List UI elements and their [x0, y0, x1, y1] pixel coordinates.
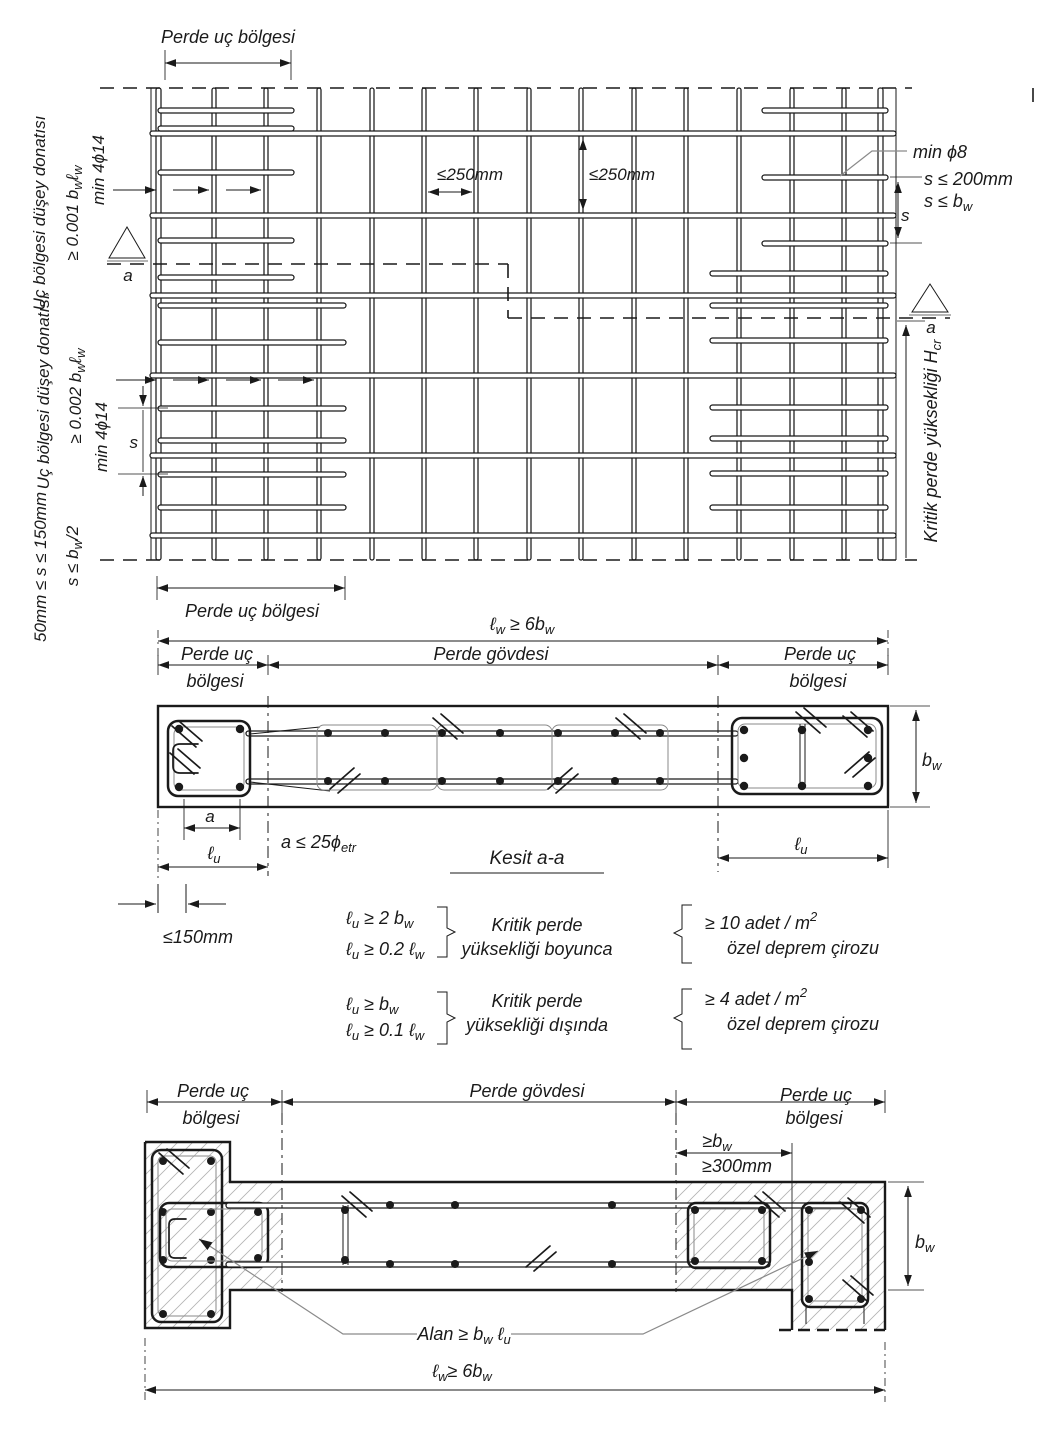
rule1-where1: Kritik perde: [491, 915, 583, 935]
flange-dim-label1: $\ge b_w$: [702, 1131, 732, 1154]
dim-lu-right: [718, 810, 888, 868]
dim-250-vertical: [583, 139, 655, 210]
flanged-zone-left-line1: Perde uç: [176, 1081, 250, 1101]
dim-a: [184, 799, 240, 840]
lu-left-label: ℓ$_u$: [207, 843, 221, 866]
rule2-formula1: ℓ$_u$ ≥ $b_w$: [346, 994, 399, 1017]
top-end-zone-label: Perde uç bölgesi: [160, 27, 296, 47]
bw-label-section: $b_w$: [922, 750, 942, 773]
flange-dim-label2: ≥300mm: [702, 1156, 772, 1176]
vertical-rebar-grid: [151, 88, 896, 560]
dim-250-v-label: ≤250mm: [589, 165, 656, 184]
rule2-req2: özel deprem çirozu: [727, 1014, 880, 1034]
note-lower-line1: Uç bölgesi düşey donatısı: [34, 294, 53, 490]
flanged-zone-left-line2: bölgesi: [182, 1108, 240, 1128]
section-letter-a-right: a: [926, 318, 936, 337]
zone-left-line2: bölgesi: [186, 671, 244, 691]
bottom-end-zone-dimension: [157, 576, 345, 621]
section-letter-a-left: a: [123, 266, 133, 285]
s-dimension-right: [890, 169, 1013, 243]
note-lower-line2: ≥ 0.002 $b_w\ell_w$: [66, 348, 88, 444]
note-lower-end-zone: [34, 295, 314, 490]
flanged-web-label: Perde gövdesi: [469, 1081, 585, 1101]
area-rule-label: Alan ≥ $b_w$ ℓ$_u$: [417, 1324, 511, 1347]
flanged-zone-dimensions: [147, 1081, 885, 1128]
wall-elevation: [30, 27, 1033, 642]
section-rebar: [168, 708, 882, 796]
s-rule1-label: s ≤ 200mm: [924, 169, 1013, 189]
zone-right-line2: bölgesi: [789, 671, 847, 691]
flanged-lw-label: ℓ$_w$≥ $6b_w$: [432, 1361, 492, 1384]
lw-dim-label: ℓ$_w$ ≥ $6b_w$: [489, 614, 555, 637]
min-phi8-label: min ϕ8: [913, 142, 968, 162]
dim-bw-section: [890, 706, 943, 807]
rule-outside-critical-height: [345, 985, 879, 1049]
a-dim-label: a: [205, 807, 215, 826]
flanged-zone-right-line1: Perde uç: [779, 1085, 853, 1105]
bottom-end-zone-label: Perde uç bölgesi: [184, 601, 320, 621]
section-a-a: [118, 614, 943, 947]
zone-dimensions: [158, 644, 888, 691]
rule1-formula1: ℓ$_u$ ≥ 2 $b_w$: [346, 908, 414, 931]
dim-bw-flanged: [888, 1182, 936, 1290]
flanged-wall-section: [145, 1081, 936, 1402]
rule1-where2: yüksekliği boyunca: [461, 939, 613, 959]
section-marker-a-left: [107, 227, 148, 285]
section-title: [450, 848, 604, 873]
s-label-left: s: [129, 433, 138, 452]
lu-right-label: ℓ$_u$: [794, 834, 808, 857]
flanged-overall-length-dimension: [145, 1338, 885, 1402]
rule2-formula2: ℓ$_u$ ≥ 0.1 ℓ$_w$: [346, 1020, 425, 1043]
top-end-zone-dimension: [161, 27, 296, 80]
section-marker-a-right: [909, 284, 951, 337]
web-zone-label: Perde gövdesi: [433, 644, 549, 664]
note-upper-line3: min 4ϕ14: [89, 135, 108, 205]
rule2-where1: Kritik perde: [491, 991, 583, 1011]
dim-250-h-label: ≤250mm: [436, 165, 504, 184]
rule1-req1: ≥ 10 adet / $m^2$: [705, 909, 818, 933]
rule1-formula2: ℓ$_u$ ≥ 0.2 ℓ$_w$: [346, 939, 425, 962]
note-spacing-line1: 50mm ≤ s ≤ 150mm: [31, 492, 50, 642]
rule2-where2: yüksekliği dışında: [465, 1015, 609, 1035]
rule2-req1: ≥ 4 adet / $m^2$: [705, 985, 808, 1009]
slab-cut-lines: [100, 88, 1033, 560]
rule-inside-critical-height: [345, 905, 879, 963]
flanged-zone-right-line2: bölgesi: [785, 1108, 843, 1128]
hcr-label: Kritik perde yüksekliği $H_{cr}$: [921, 339, 944, 543]
crosstie-rules: [345, 905, 879, 1049]
critical-height-dimension: [897, 321, 944, 558]
note-upper-line2: ≥ 0.001 $b_w\ell_w$: [63, 165, 85, 261]
tie-rule-label: $a \le 25\phi_{etr}$: [281, 832, 357, 855]
kesit-a-a-title: Kesit a-a: [489, 848, 565, 869]
note-lower-line3: min 4ϕ14: [92, 402, 111, 472]
note-hoop-spacing: [31, 492, 85, 642]
note-spacing-line2: $s \le b_w/2$: [63, 525, 85, 587]
zone-right-line1: Perde uç: [783, 644, 857, 664]
dim-150-label: ≤150mm: [163, 927, 233, 947]
bw-label-flanged: $b_w$: [915, 1232, 935, 1255]
dim-250-horizontal: [428, 165, 503, 192]
note-upper-line1: Uç bölgesi düşey donatısı: [30, 115, 49, 311]
rule1-req2: özel deprem çirozu: [727, 938, 880, 958]
dim-150: [118, 884, 233, 947]
s-label-right: s: [901, 206, 910, 225]
s-rule2-label: $s \le b_w$: [924, 191, 973, 214]
zone-left-line1: Perde uç: [180, 644, 254, 664]
